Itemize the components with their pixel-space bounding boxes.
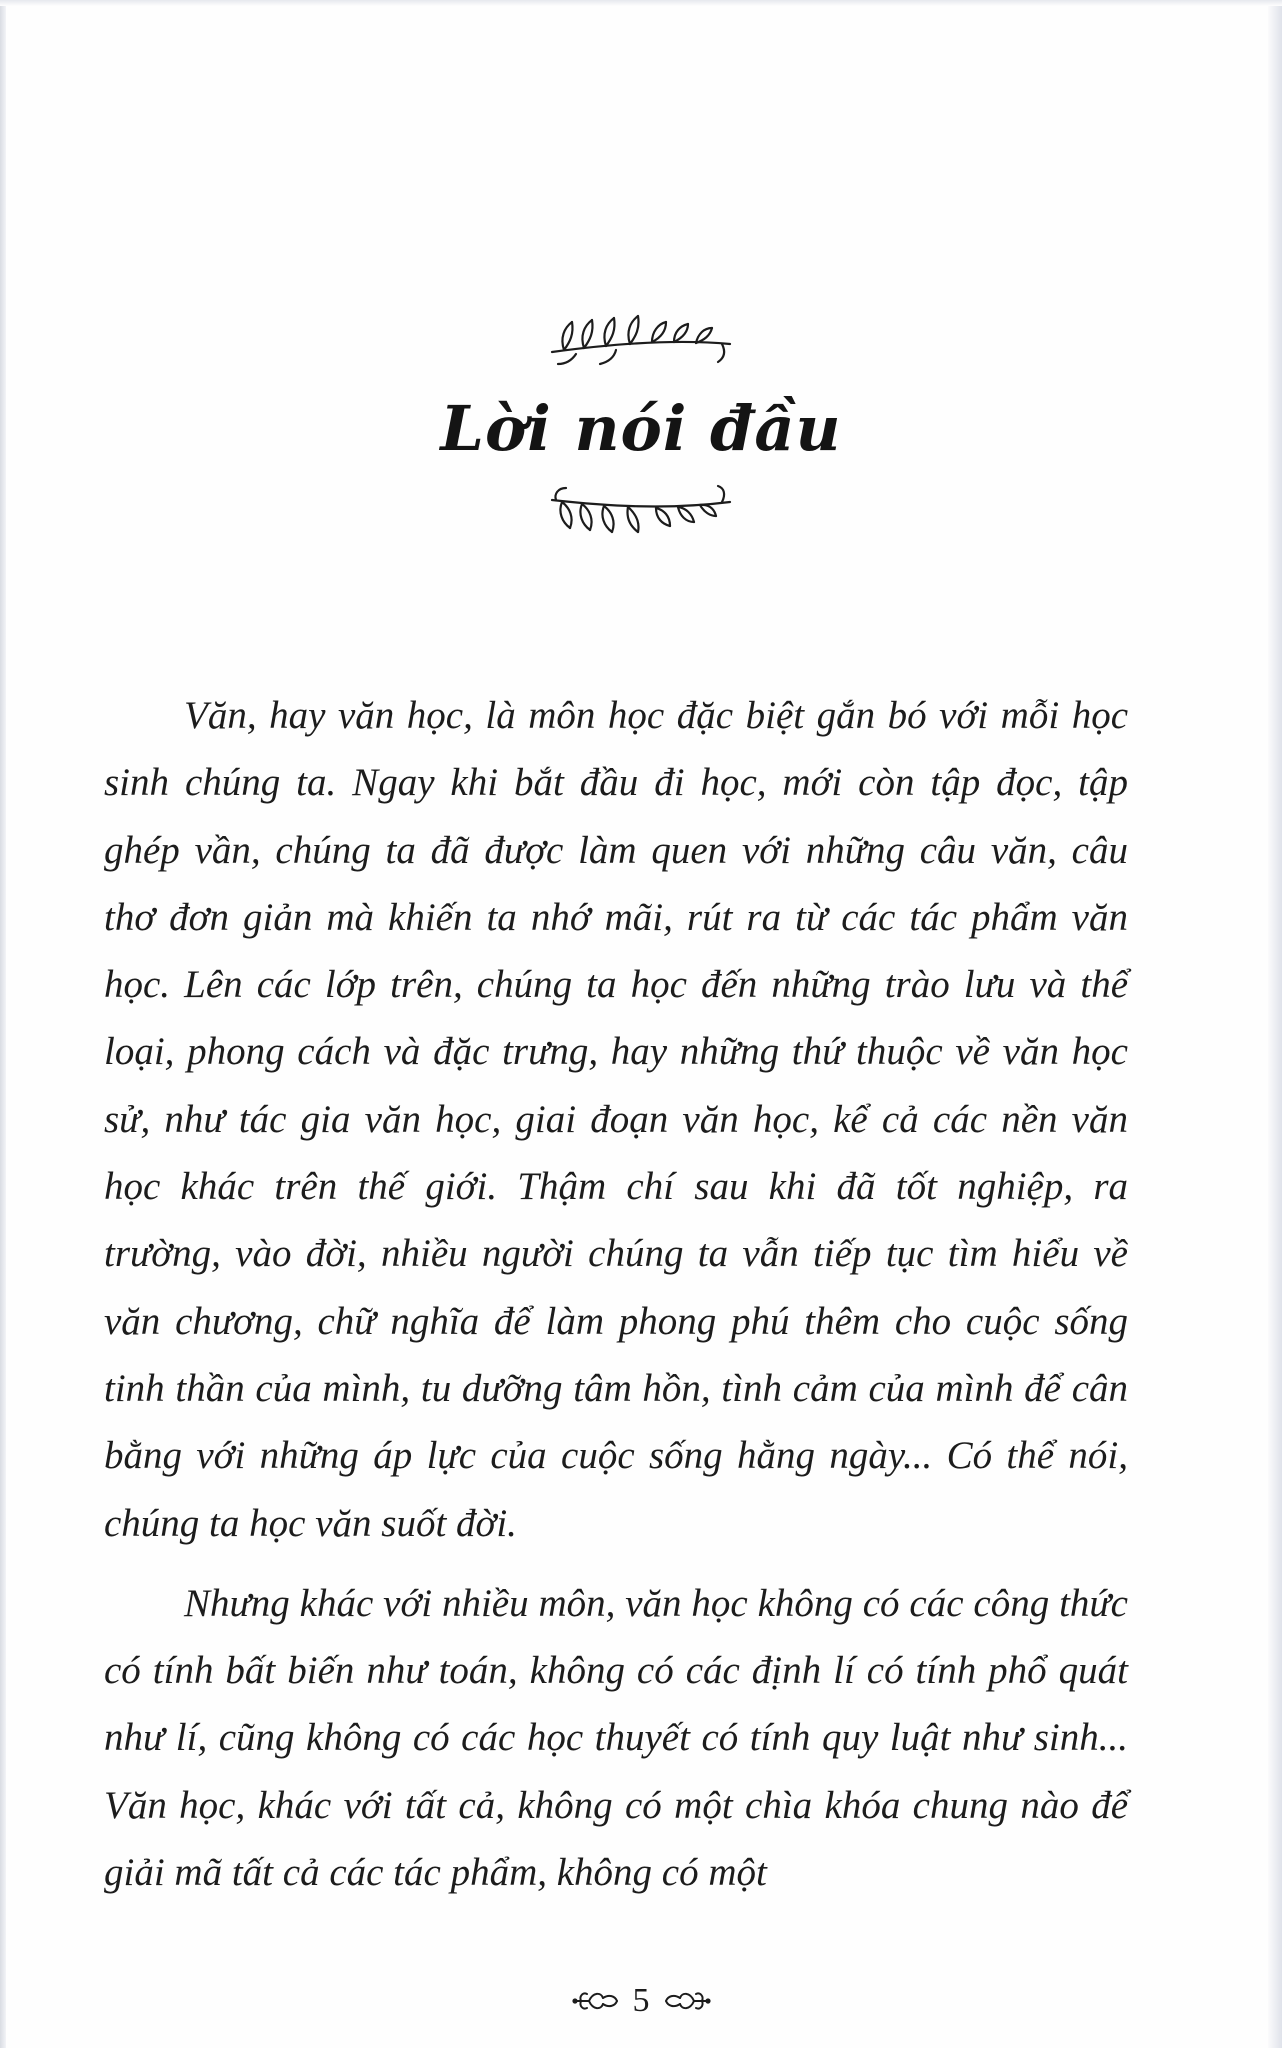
page-footer (0, 1984, 1282, 2018)
footer-ornament-left-icon (571, 1988, 625, 2014)
laurel-ornament-top-icon (546, 308, 736, 368)
page-title: Lời nói đầu (440, 392, 842, 465)
scan-edge-left (0, 0, 6, 2048)
scan-edge-top (0, 0, 1282, 6)
laurel-ornament-bottom-icon (546, 482, 736, 542)
paragraph-2: Nhưng khác với nhiều môn, văn học không có các công thức có tính bất biến như toán, không có các định lí có tính phổ quát như lí, cũng không có các học thuyết có tính quy luật như sinh... Văn học, khác với tất cả, không có một chìa khóa chung nào để giải mã tất cả các tác phẩm, không có một (104, 1581, 1128, 1895)
page-number: 5 (632, 1982, 650, 2019)
scan-edge-right (1268, 0, 1282, 2048)
paragraph-1: Văn, hay văn học, là môn học đặc biệt gắn bó với mỗi học sinh chúng ta. Ngay khi bắt đầu đi học, mới còn tập đọc, tập ghép vần, chúng ta đã được làm quen với những câu văn, câu thơ đơn giản mà khiến ta nhớ mãi, rút ra từ các tác phẩm văn học. Lên các lớp trên, chúng ta học đến những trào lưu và thể loại, phong cách và đặc trưng, hay những thứ thuộc về văn học sử, như tác gia văn học, giai đoạn văn học, kể cả các nền văn học khác trên thế giới. Thậm chí sau khi đã tốt nghiệp, ra trường, vào đời, nhiều người chúng ta vẫn tiếp tục tìm hiểu về văn chương, chữ nghĩa để làm phong phú thêm cho cuộc sống tinh thần của mình, tu dưỡng tâm hồn, tình cảm của mình để cân bằng với những áp lực của cuộc sống hằng ngày... Có thể nói, chúng ta học văn suốt đời. (104, 694, 1128, 1545)
footer-ornament-right-icon (658, 1988, 712, 2014)
body-text (104, 682, 1128, 1919)
